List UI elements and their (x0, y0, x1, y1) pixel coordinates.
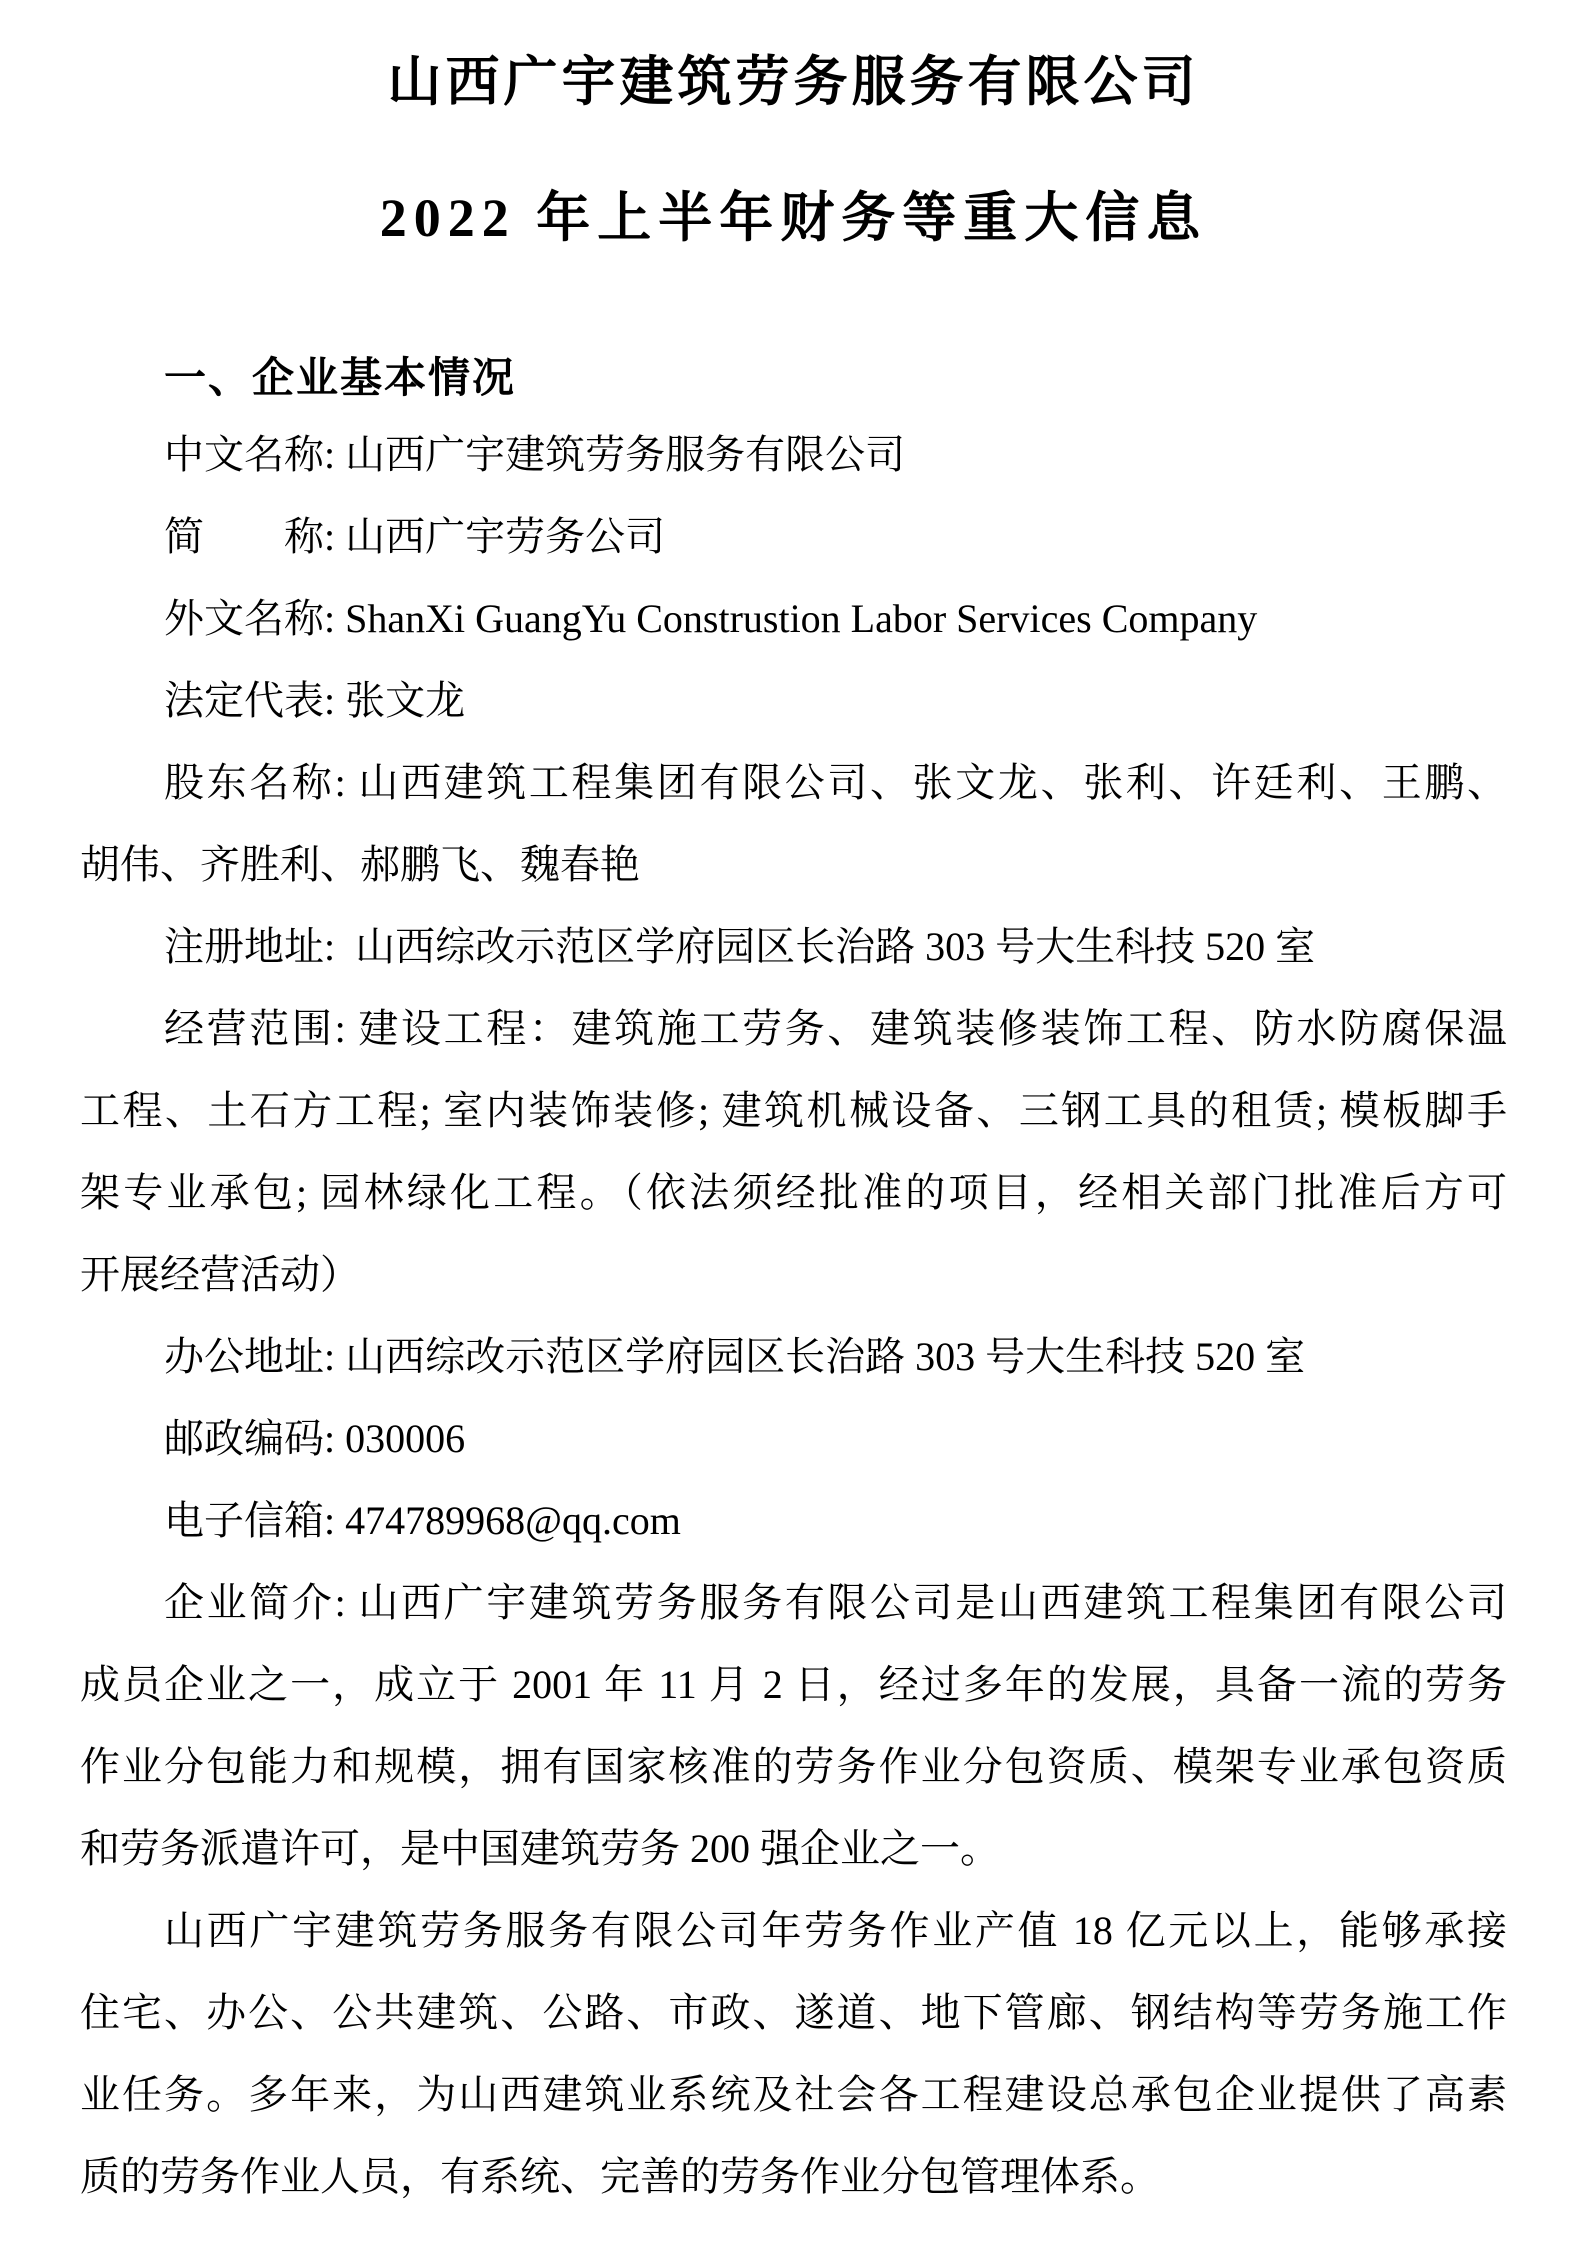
text-line: 股东名称: 山西建筑工程集团有限公司、张文龙、张利、许廷利、王鹏、 (164, 760, 1507, 805)
text-line: 质的劳务作业人员，有系统、完善的劳务作业分包管理体系。 (80, 2154, 1160, 2199)
text-line: 经营范围: 建设工程：建筑施工劳务、建筑装修装饰工程、防水防腐保温 (164, 1006, 1507, 1051)
text-line: 简 称: 山西广宇劳务公司 (164, 514, 666, 559)
text-line: 企业简介: 山西广宇建筑劳务服务有限公司是山西建筑工程集团有限公司 (164, 1580, 1507, 1625)
text-line: 作业分包能力和规模，拥有国家核准的劳务作业分包资质、模架专业承包资质 (80, 1744, 1507, 1789)
document-body (80, 414, 1507, 2218)
text-line: 架专业承包; 园林绿化工程。（依法须经批准的项目，经相关部门批准后方可 (80, 1170, 1507, 1215)
text-line: 注册地址: 山西综改示范区学府园区长治路 303 号大生科技 520 室 (164, 924, 1316, 969)
text-line: 成员企业之一，成立于 2001 年 11 月 2 日，经过多年的发展，具备一流的劳务 (80, 1662, 1507, 1707)
text-line: 山西广宇建筑劳务服务有限公司年劳务作业产值 18 亿元以上，能够承接 (164, 1908, 1507, 1953)
text-line: 外文名称: ShanXi GuangYu Construstion Labor Services Company (164, 596, 1258, 641)
section-heading: 一、企业基本情况 (164, 354, 517, 401)
text-line: 开展经营活动） (80, 1252, 360, 1297)
text-line: 业任务。多年来，为山西建筑业系统及社会各工程建设总承包企业提供了高素 (80, 2072, 1507, 2117)
document-title-line2: 2022 年上半年财务等重大信息 (379, 188, 1208, 248)
text-line: 和劳务派遣许可，是中国建筑劳务 200 强企业之一。 (80, 1826, 1000, 1871)
text-line: 中文名称: 山西广宇建筑劳务服务有限公司 (164, 432, 906, 477)
text-line: 电子信箱: 474789968@qq.com (164, 1498, 681, 1543)
text-line: 胡伟、齐胜利、郝鹏飞、魏春艳 (80, 842, 640, 887)
text-line: 办公地址: 山西综改示范区学府园区长治路 303 号大生科技 520 室 (164, 1334, 1306, 1379)
text-line: 工程、土石方工程; 室内装饰装修; 建筑机械设备、三钢工具的租赁; 模板脚手 (80, 1088, 1507, 1133)
document-title-line1: 山西广宇建筑劳务服务有限公司 (387, 52, 1200, 112)
text-line: 法定代表: 张文龙 (164, 678, 466, 723)
text-line: 住宅、办公、公共建筑、公路、市政、遂道、地下管廊、钢结构等劳务施工作 (80, 1990, 1507, 2035)
text-line: 邮政编码: 030006 (164, 1416, 466, 1461)
